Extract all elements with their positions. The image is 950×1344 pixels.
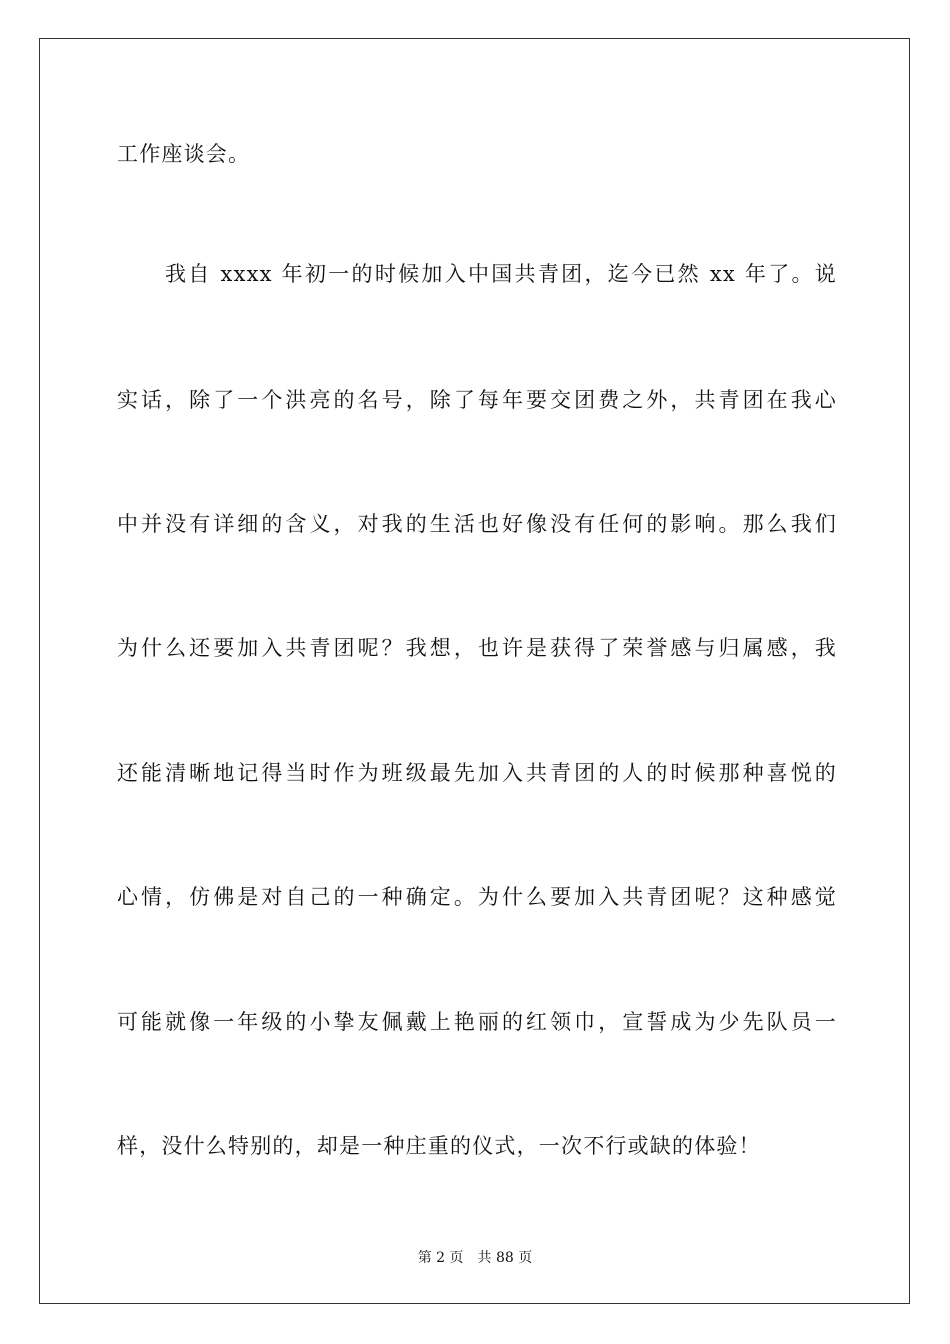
page-total: 共 88 页: [477, 1250, 533, 1266]
text-line-5: 为什么还要加入共青团呢？我想，也许是获得了荣誉感与归属感，我: [117, 636, 837, 660]
text-line-4: 中并没有详细的含义，对我的生活也好像没有任何的影响。那么我们: [117, 512, 837, 536]
page-number: 第 2 页: [417, 1250, 464, 1266]
text-line-8: 可能就像一年级的小挚友佩戴上艳丽的红领巾，宣誓成为少先队员一: [117, 1010, 837, 1034]
text-line-6: 还能清晰地记得当时作为班级最先加入共青团的人的时候那种喜悦的: [117, 761, 837, 785]
text-line-9: 样，没什么特别的，却是一种庄重的仪式，一次不行或缺的体验！: [117, 1134, 761, 1158]
text-line-2: 我自 xxxx 年初一的时候加入中国共青团，迄今已然 xx 年了。说: [165, 262, 837, 286]
page-frame: [39, 38, 910, 1304]
text-line-3: 实话，除了一个洪亮的名号，除了每年要交团费之外，共青团在我心: [117, 388, 837, 412]
text-line-1: 工作座谈会。: [117, 142, 251, 166]
text-line-7: 心情，仿佛是对自己的一种确定。为什么要加入共青团呢？这种感觉: [117, 885, 837, 909]
page-footer: [0, 1248, 950, 1268]
